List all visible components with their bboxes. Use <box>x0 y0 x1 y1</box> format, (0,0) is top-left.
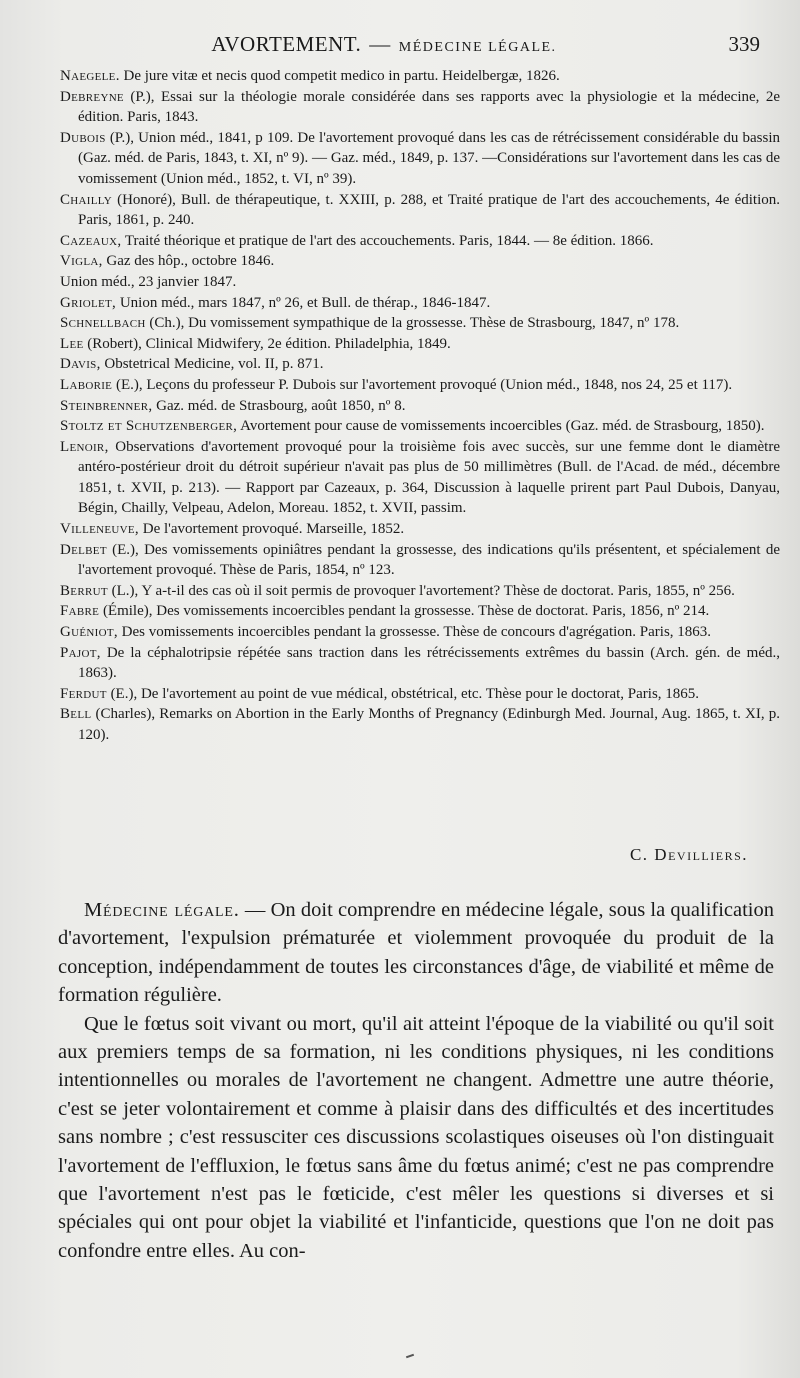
entry-text: (Charles), Remarks on Abortion in the Early Months of Pregnancy (Edinburgh Med. Journal, Aug. 1865, t. XI, p. 120). <box>78 706 780 743</box>
entry-author: Dubois <box>60 129 106 146</box>
entry-text: De jure vitæ et necis quod competit medico in partu. Heidelbergæ, 1826. <box>119 68 560 84</box>
entry-text: Observations d'avortement provoqué pour la troisième fois avec succès, sur une femme dont le diamètre antéro-postérieur droit du détroit supérieur n'avait pas plus de 50 millimètres (Bull. de l'Acad. de méd., décembre 1851, t. XVII, p. 213). — Rapport par Cazeaux, p. 364, Discussion à laquelle prirent part Paul Dubois, Danyau, Bégin, Chailly, Velpeau, Adelon, Moreau. 1852, t. XVII, passim. <box>78 438 780 517</box>
bibliography-list <box>60 66 780 746</box>
section-medecine-legale <box>58 896 774 1265</box>
entry-author: Lenoir, <box>60 438 109 455</box>
entry-text: (P.), Union méd., 1841, p 109. De l'avortement provoqué dans les cas de rétrécissement considérable du bassin (Gaz. méd. de Paris, 1843, t. XI, nº 9). — Gaz. méd., 1849, p. 137. —Considérations sur l'avortement dans les cas de vomissement (Union méd., 1852, t. VI, nº 39). <box>78 129 780 187</box>
bibliography-entry <box>60 272 780 293</box>
bibliography-entry <box>60 601 780 622</box>
running-head-subtitle: MÉDECINE LÉGALE. <box>398 40 557 55</box>
entry-text: Union méd., 23 janvier 1847. <box>60 273 237 290</box>
bibliography-entry <box>60 581 780 602</box>
bibliography-entry <box>60 313 780 334</box>
bibliography-entry <box>60 66 780 87</box>
entry-author: Pajot, <box>60 644 101 661</box>
entry-text: (E.), Leçons du professeur P. Dubois sur l'avortement provoqué (Union méd., 1848, nos 24, 25 et 117). <box>112 376 733 393</box>
bibliography-entry <box>60 704 780 745</box>
bibliography-entry <box>60 251 780 272</box>
paragraph: Que le fœtus soit vivant ou mort, qu'il ait atteint l'époque de la viabilité ou qu'il soit aux premiers temps de sa formation, ni les conditions physiques, ni les conditions intentionnelles ou morales de l'avortement ne changent. Admettre une autre théorie, c'est se jeter volontairement et comme à plaisir dans des difficultés et des incertitudes sans nombre ; c'est ressusciter ces discussions scolastiques oiseuses où l'on distinguait l'avortement de l'effluxion, le fœtus sans âme du fœtus animé; c'est ne pas comprendre que l'avortement n'est pas le fœticide, c'est mêler les questions si diverses et si spéciales qui ont pour objet la viabilité et l'infanticide, questions que l'on ne doit pas confondre entre elles. Au con- <box>58 1012 774 1262</box>
running-head-title: AVORTEMENT. <box>211 32 362 56</box>
bibliography-entry <box>60 396 780 417</box>
entry-text: (E.), De l'avortement au point de vue médical, obstétrical, etc. Thèse pour le doctorat, Paris, 1865. <box>106 685 700 702</box>
entry-author: Cazeaux, <box>60 232 122 249</box>
entry-author: Stoltz et Schutzenberger, <box>60 418 238 435</box>
entry-author: Bell <box>60 706 92 723</box>
entry-author: Griolet, <box>60 294 117 311</box>
bibliography-entry <box>60 87 780 128</box>
author-signature: C. Devilliers. <box>629 845 748 864</box>
entry-text: (Honoré), Bull. de thérapeutique, t. XXIII, p. 288, et Traité pratique de l'art des accouchements, 4e édition. Paris, 1861, p. 240. <box>78 191 780 229</box>
bibliography-entry <box>60 128 780 190</box>
bibliography-entry <box>60 416 780 437</box>
entry-author: Schnellbach <box>60 315 146 332</box>
running-head <box>58 32 710 57</box>
entry-text: (P.), Essai sur la théologie morale considérée dans ses rapports avec la physiologie et la médecine, 2e édition. Paris, 1843. <box>78 88 780 126</box>
entry-author: Fabre <box>60 603 100 620</box>
entry-author: Ferdut <box>60 685 107 702</box>
entry-text: De la céphalotripsie répétée sans traction dans les rétrécissements extrêmes du bassin (Arch. gén. de méd., 1863). <box>78 644 780 682</box>
entry-author: Debreyne <box>60 88 124 105</box>
bibliography-entry <box>60 684 780 705</box>
entry-text: Union méd., mars 1847, nº 26, et Bull. de thérap., 1846-1847. <box>116 294 491 311</box>
page-header <box>58 32 760 60</box>
bibliography-entry <box>60 437 780 519</box>
entry-text: (Robert), Clinical Midwifery, 2e édition. Philadelphia, 1849. <box>83 335 451 352</box>
entry-text: (E.), Des vomissements opiniâtres pendant la grossesse, des indications qu'ils présentent, et spécialement de l'avortement provoqué. Thèse de Paris, 1854, nº 123. <box>78 541 780 579</box>
entry-author: Guéniot, <box>60 624 118 641</box>
bibliography-entry <box>60 354 780 375</box>
entry-text: Traité théorique et pratique de l'art des accouchements. Paris, 1844. — 8e édition. 1866. <box>121 232 654 249</box>
entry-text: De l'avortement provoqué. Marseille, 1852. <box>138 521 405 538</box>
entry-author: Davis, <box>60 356 101 373</box>
paragraph <box>58 896 774 1010</box>
bibliography-entry <box>60 231 780 252</box>
entry-author: Villeneuve, <box>60 521 139 538</box>
bibliography-entry <box>60 334 780 355</box>
entry-text: Gaz. méd. de Strasbourg, août 1850, nº 8. <box>152 397 406 414</box>
bibliography-entry <box>60 643 780 684</box>
entry-author: Lee <box>60 335 84 352</box>
entry-author: Laborie <box>60 376 113 393</box>
bibliography-entry <box>60 190 780 231</box>
bibliography-entry <box>60 519 780 540</box>
entry-text: Obstetrical Medicine, vol. II, p. 871. <box>100 356 324 373</box>
entry-text: Gaz des hôp., octobre 1846. <box>102 253 275 270</box>
entry-author: Delbet <box>60 541 107 558</box>
paragraph-text: — On doit comprendre en médecine légale, sous la qualification d'avortement, l'expulsion prématurée et violemment provoquée du produit de la conception, indépendamment de toutes les circonstances d'âge, de viabilité et même de formation régulière. <box>58 899 775 1007</box>
entry-text: (L.), Y a-t-il des cas où il soit permis de provoquer l'avortement? Thèse de doctorat. Paris, 1855, nº 256. <box>107 582 735 599</box>
entry-text: Des vomissements incoercibles pendant la grossesse. Thèse de concours d'agrégation. Paris, 1863. <box>117 624 712 641</box>
entry-text: Avortement pour cause de vomissements incoercibles (Gaz. méd. de Strasbourg, 1850). <box>237 418 765 435</box>
bibliography-entry <box>60 293 780 314</box>
section-title: Médecine légale. <box>84 899 240 921</box>
entry-author: Vigla, <box>60 253 103 270</box>
entry-author: Berrut <box>60 582 108 599</box>
ink-mark <box>406 1354 414 1359</box>
entry-text: (Ch.), Du vomissement sympathique de la grossesse. Thèse de Strasbourg, 1847, nº 178. <box>145 315 680 332</box>
bibliography-entry <box>60 622 780 643</box>
entry-text: (Émile), Des vomissements incoercibles pendant la grossesse. Thèse de doctorat. Paris, 1856, nº 214. <box>99 603 710 620</box>
bibliography-entry <box>60 375 780 396</box>
entry-author: Chailly <box>60 191 112 208</box>
entry-author: Steinbrenner, <box>60 397 153 414</box>
running-head-dash: — <box>369 32 391 56</box>
entry-author: Naegele. <box>60 68 120 84</box>
bibliography-entry <box>60 540 780 581</box>
page-number: 339 <box>728 32 760 56</box>
